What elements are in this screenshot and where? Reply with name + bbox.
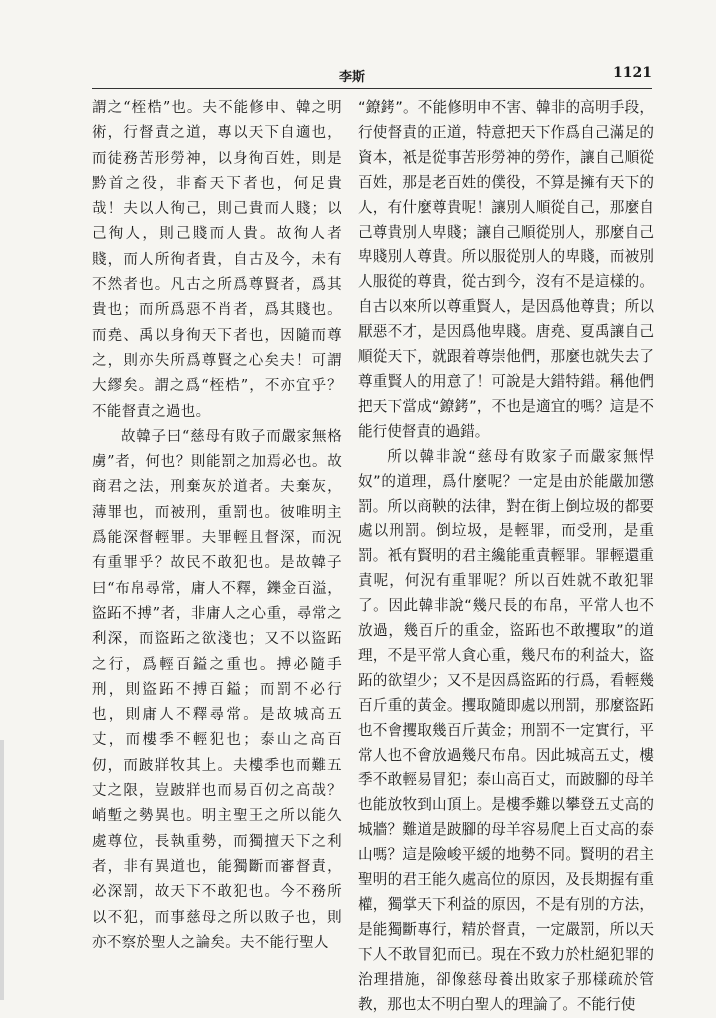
page-number: 1121 bbox=[613, 65, 652, 81]
classical-text-column bbox=[92, 96, 342, 951]
translation-paragraph: 所以韓非說“慈母有敗家子而嚴家無悍奴”的道理，爲什麼呢？一定是由於能嚴加懲罰。所以商鞅的法律，對在街上倒垃圾的都要處以刑罰。倒垃圾，是輕罪，而受刑，是重罰。衹有賢明的君主纔能重責輕罪。罪輕還重責呢，何況有重罪呢？所以百姓就不敢犯罪了。因此韓非說“幾尺長的布帛，平常人也不放過，幾百斤的重金，盜跖也不敢攫取”的道理，不是平常人貪心重，幾尺布的利益大，盜跖的欲望少；又不是因爲盜跖的行爲，看輕幾百斤重的黃金。攫取隨即處以刑罰，那麼盜跖也不會攫取幾百斤黃金；刑罰不一定實行，平常人也不會放過幾尺布帛。因此城高五丈，樓季不敢輕易冒犯；泰山高百丈，而跛腳的母羊也能放牧到山頂上。是樓季難以攀登五丈高的城牆？難道是跛腳的母羊容易爬上百丈高的泰山嗎？這是險峻平緩的地勢不同。賢明的君主聖明的君王能久處高位的原因，及長期握有重權，獨掌天下利益的原因，不是有別的方法，是能獨斷專行，精於督責，一定嚴罰，所以天下人不敢冒犯而已。現在不致力於杜絕犯罪的治理措施，卻像慈母養出敗家子那樣疏於管教，那也太不明白聖人的理論了。不能行使 bbox=[358, 447, 654, 1013]
classical-paragraph: 謂之“桎梏”也。夫不能修申、韓之明術，行督責之道，專以天下自適也，而徒務苦形勞神，以身徇百姓，則是黔首之役，非畜天下者也，何足貴哉！夫以人徇己，則己貴而人賤；以己徇人，則己賤而人貴。故徇人者賤，而人所徇者貴，自古及今，未有不然者也。凡古之所爲尊賢者，爲其貴也；而所爲惡不肖者，爲其賤也。而堯、禹以身徇天下者也，因隨而尊之，則亦失所爲尊賢之心矣夫！可謂大繆矣。謂之爲“桎梏”，不亦宜乎？不能督責之過也。 bbox=[92, 100, 342, 420]
translation-column bbox=[358, 96, 654, 1013]
scan-edge-shadow bbox=[0, 740, 4, 1000]
running-head: 李斯 bbox=[339, 70, 366, 85]
classical-paragraph: 故韓子曰“慈母有敗子而嚴家無格虜”者，何也？則能罰之加焉必也。故商君之法，刑棄灰於道者。夫棄灰，薄罪也，而被刑，重罰也。彼唯明主爲能深督輕罪。夫罪輕且督深，而況有重罪乎？故民不敢犯也。是故韓子曰“布帛尋常，庸人不釋，鑠金百溢，盜跖不搏”者，非庸人之心重，尋常之利深，而盜跖之欲淺也；又不以盜跖之行，爲輕百鎰之重也。搏必隨手刑，則盜跖不搏百鎰；而罰不必行也，則庸人不釋尋常。是故城高五丈，而樓季不輕犯也；泰山之高百仞，而跛牂牧其上。夫樓季也而難五丈之限，豈跛牂也而易百仞之高哉？峭塹之勢異也。明主聖王之所以能久處尊位，長執重勢，而獨擅天下之利者，非有異道也，能獨斷而審督責，必深罰，故天下不敢犯也。今不務所以不犯，而事慈母之所以敗子也，則亦不察於聖人之論矣。夫不能行聖人 bbox=[92, 428, 342, 951]
header-rule bbox=[92, 88, 652, 89]
page-header bbox=[92, 66, 652, 86]
translation-paragraph: “鐐銬”。不能修明申不害、韓非的高明手段，行使督責的正道，特意把天下作爲自己滿足的資本，衹是從事苦形勞神的勞作，讓自己順從百姓，那是老百姓的僕役，不算是擁有天下的人，有什麼尊貴呢！讓別人順從自己，那麼自己尊貴別人卑賤；讓自己順從別人，那麼自己卑賤別人尊貴。所以服從別人的卑賤，而被別人服從的尊貴，從古到今，沒有不是這樣的。自古以來所以尊重賢人，是因爲他尊貴；所以厭惡不才，是因爲他卑賤。唐堯、夏禹讓自己順從天下，就跟着尊崇他們，那麼也就失去了尊重賢人的用意了！可說是大錯特錯。稱他們把天下當成“鐐銬”，不也是適宜的嗎？這是不能行使督責的過錯。 bbox=[358, 99, 654, 440]
